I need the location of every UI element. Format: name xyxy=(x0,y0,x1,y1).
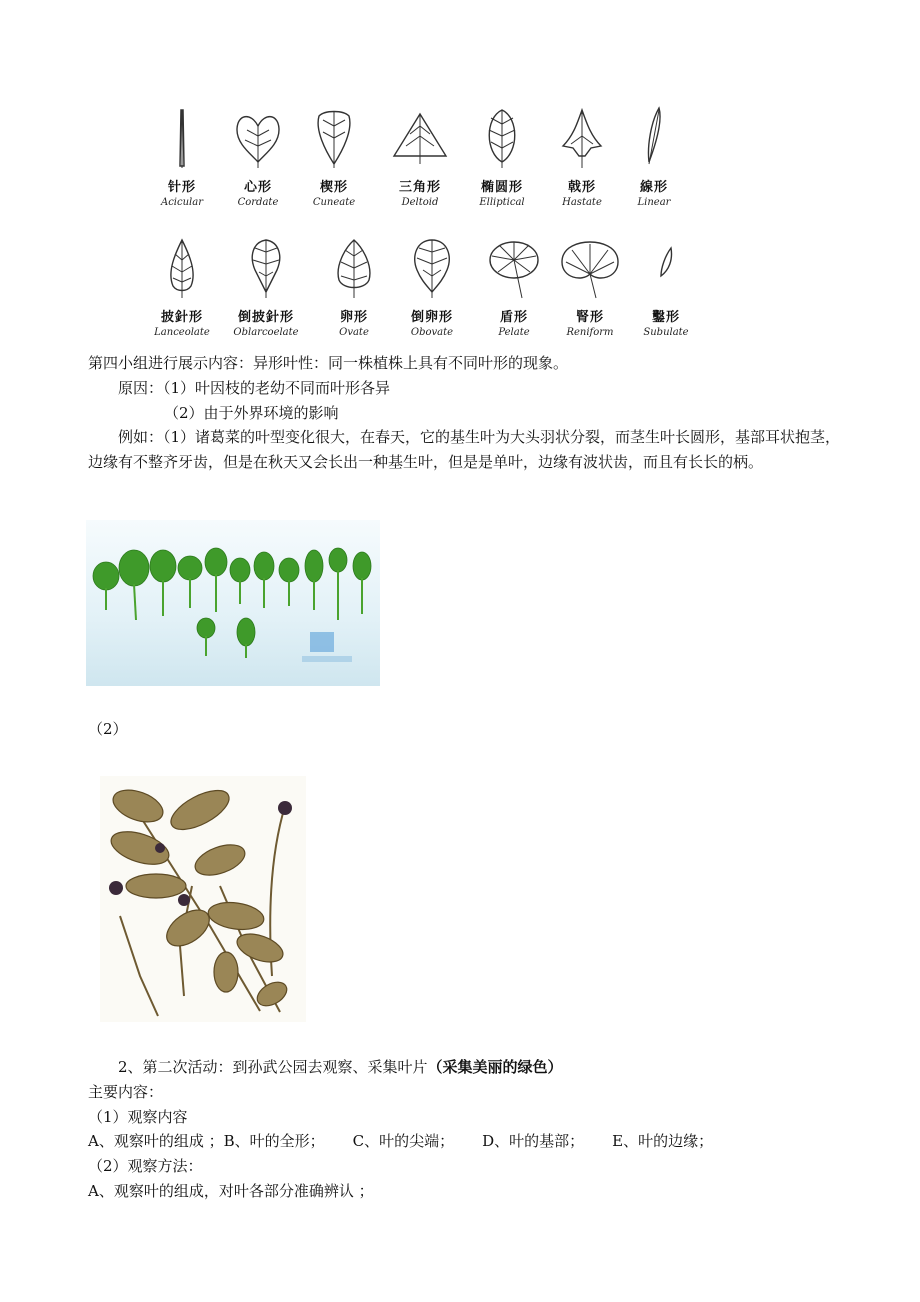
leaf-specimen-photo xyxy=(86,520,380,686)
method-a: A、观察叶的组成，对叶各部分准确辨认 ； xyxy=(88,1182,374,1200)
oblanceolate-leaf-icon xyxy=(241,236,291,302)
leaf-en-label: Acicular xyxy=(160,197,203,208)
observe-item-e: E、叶的边缘； xyxy=(612,1132,714,1150)
leaf-cell-cordate xyxy=(216,106,300,208)
reason-2: （2）由于外界环境的影响 xyxy=(164,404,339,422)
leaf-cell-deltoid xyxy=(378,106,462,208)
leaf-en-label: Obovate xyxy=(410,327,454,338)
observe-method-title: （2）观察方法： xyxy=(88,1157,203,1175)
leaf-zh-label: 盾形 xyxy=(499,310,528,325)
observe-item-c: C、叶的尖端； xyxy=(352,1132,455,1150)
activity-bold: （采集美丽的绿色） xyxy=(427,1058,563,1076)
leaf-cell-reniform xyxy=(548,236,632,338)
leaf-en-label: Cordate xyxy=(237,197,279,208)
leaf-zh-label: 楔形 xyxy=(319,180,348,195)
leaf-en-label: Hastate xyxy=(562,197,602,208)
leaf-cell-ovate xyxy=(312,236,396,338)
leaf-en-label: Lanceolate xyxy=(154,327,210,338)
leaf-cell-oblanceolate xyxy=(224,236,308,338)
intro-line: 第四小组进行展示内容：异形叶性：同一株植株上具有不同叶形的现象。 xyxy=(88,354,569,372)
leaf-zh-label: 鑿形 xyxy=(651,310,680,325)
elliptical-leaf-icon xyxy=(477,106,527,172)
leaf-en-label: Deltoid xyxy=(401,197,439,208)
cuneate-leaf-icon xyxy=(309,106,359,172)
leaf-cell-peltate xyxy=(472,236,556,338)
hastate-leaf-icon xyxy=(557,106,607,172)
observe-items-line xyxy=(88,1130,713,1152)
leaf-en-label: Reniform xyxy=(566,327,614,338)
leaf-zh-label: 心形 xyxy=(243,180,272,195)
leaf-zh-label: 针形 xyxy=(167,180,196,195)
activity-line xyxy=(118,1056,563,1078)
leaf-shape-chart xyxy=(140,100,720,340)
activity-prefix: 2、第二次活动：到孙武公园去观察、采集叶片 xyxy=(118,1058,428,1076)
leaf-zh-label: 卵形 xyxy=(339,310,368,325)
leaf-cell-acicular xyxy=(140,106,224,208)
leaf-en-label: Subulate xyxy=(643,327,689,338)
leaf-cell-linear xyxy=(612,106,696,208)
leaf-zh-label: 倒披針形 xyxy=(237,310,294,325)
pressed-specimen-photo xyxy=(100,776,306,1022)
acicular-leaf-icon xyxy=(157,106,207,172)
deltoid-leaf-icon xyxy=(390,106,450,172)
leaf-en-label: Oblarcoelate xyxy=(233,327,299,338)
obovate-leaf-icon xyxy=(407,236,457,302)
observe-item-d: D、叶的基部； xyxy=(482,1132,585,1150)
leaf-cell-subulate xyxy=(624,236,708,338)
reniform-leaf-icon xyxy=(558,236,622,302)
leaf-zh-label: 椭圆形 xyxy=(480,180,523,195)
peltate-leaf-icon xyxy=(486,236,542,302)
observe-item-a: A、观察叶的组成 ； xyxy=(88,1132,224,1150)
leaf-en-label: Pelate xyxy=(498,327,530,338)
ovate-leaf-icon xyxy=(329,236,379,302)
leaf-en-label: Linear xyxy=(637,197,671,208)
leaf-zh-label: 披針形 xyxy=(160,310,203,325)
reason-1: 原因：（1）叶因枝的老幼不同而叶形各异 xyxy=(118,379,391,397)
leaf-zh-label: 倒卵形 xyxy=(410,310,453,325)
leaf-zh-label: 腎形 xyxy=(575,310,604,325)
green-leaves-image xyxy=(86,520,380,686)
lanceolate-leaf-icon xyxy=(157,236,207,302)
leaf-zh-label: 線形 xyxy=(639,180,668,195)
subulate-leaf-icon xyxy=(641,236,691,302)
cordate-leaf-icon xyxy=(233,106,283,172)
leaf-cell-elliptical xyxy=(460,106,544,208)
item-2-marker: （2） xyxy=(88,720,128,738)
leaf-en-label: Ovate xyxy=(339,327,369,338)
leaf-zh-label: 戟形 xyxy=(567,180,596,195)
main-content-label: 主要内容： xyxy=(88,1083,164,1101)
leaf-en-label: Elliptical xyxy=(479,197,525,208)
leaf-cell-obovate xyxy=(390,236,474,338)
pressed-plant-image xyxy=(100,776,306,1022)
example-paragraph: 例如：（1）诸葛菜的叶型变化很大，在春天，它的基生叶为大头羽状分裂，而茎生叶长圆形，基部耳状抱茎，边缘有不整齐牙齿，但是在秋天又会长出一种基生叶，但是是单叶，边缘有波状齿，而且有长长的柄。 xyxy=(88,428,841,471)
leaf-cell-lanceolate xyxy=(140,236,224,338)
linear-leaf-icon xyxy=(629,106,679,172)
leaf-zh-label: 三角形 xyxy=(398,180,441,195)
leaf-cell-cuneate xyxy=(292,106,376,208)
observe-item-b: B、叶的全形； xyxy=(223,1132,325,1150)
observe-content-title: （1）观察内容 xyxy=(88,1108,188,1126)
leaf-en-label: Cuneate xyxy=(312,197,356,208)
